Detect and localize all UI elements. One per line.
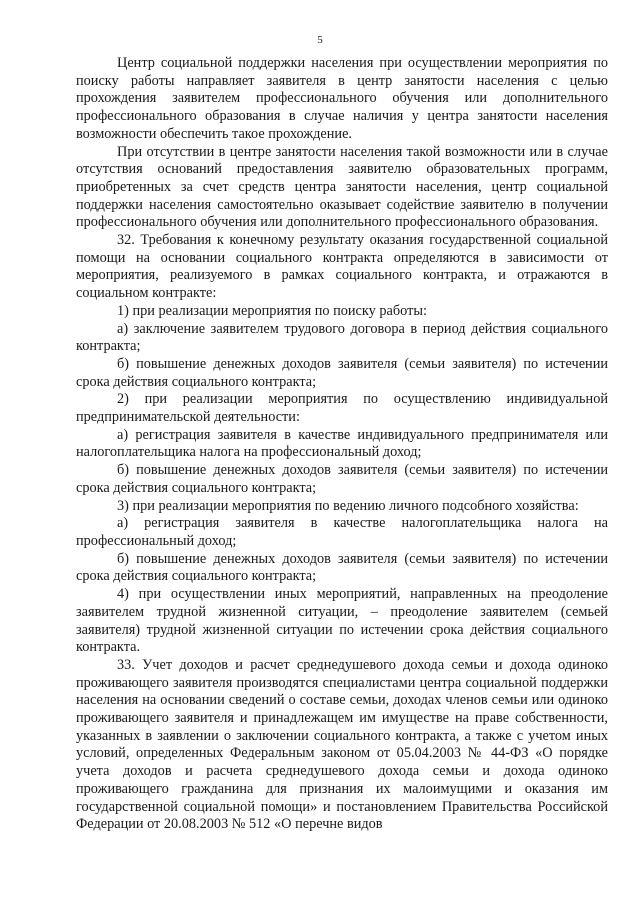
list-item-entrepreneurship: 2) при реализации мероприятия по осуществлению индивидуальной предпринимательской деятельности: (76, 391, 608, 426)
list-item-job-search: 1) при реализации мероприятия по поиску работы: (117, 302, 427, 319)
list-item-other-measures: 4) при осуществлении иных мероприятий, направленных на преодоление заявителем трудной жизненной ситуации, – преодоление заявителем (семьей заявителя) трудной жизненной ситуации по истечении срока действия социального контракта. (76, 586, 608, 656)
list-subitem-employment-contract: а) заключение заявителем трудового договора в период действия социального контракта; (76, 320, 608, 355)
list-subitem-income-increase: б) повышение денежных доходов заявителя (семьи заявителя) по истечении срока действия социального контракта; (76, 462, 608, 496)
paragraph-self-assistance: При отсутствии в центре занятости населения такой возможности или в случае отсутствия оснований предоставления заявителю образовательных программ, приобретенных за счет средств центра занятости населения, центр социальной поддержки населения самостоятельно оказывает содействие заявителю в получении профессионального обучения или дополнительного профессионального образования. (76, 143, 608, 231)
list-subitem-income-increase: б) повышение денежных доходов заявителя (семьи заявителя) по истечении срока действия социального контракта; (76, 550, 608, 585)
paragraph-clause-32: 32. Требования к конечному результату оказания государственной социальной помощи на основании социального контракта определяются в зависимости от мероприятия, реализуемого в рамках социального контракта, и отражаются в социальном контракте: (76, 232, 608, 302)
list-subitem-entrepreneur-registration: а) регистрация заявителя в качестве индивидуального предпринимателя или налогоплательщика налога на профессиональный доход; (76, 426, 608, 461)
paragraph-center-referral: Центр социальной поддержки населения при осуществлении мероприятия по поиску работы направляет заявителя в центр занятости населения с целью прохождения заявителем профессионального обучения или дополнительного профессионального образования в случае наличия у центра занятости населения возможности обеспечить такое прохождение. (76, 55, 608, 142)
page-number: 5 (317, 34, 323, 46)
list-subitem-taxpayer-registration: а) регистрация заявителя в качестве налогоплательщика налога на профессиональный доход; (76, 515, 608, 549)
paragraph-clause-33: 33. Учет доходов и расчет среднедушевого дохода семьи и дохода одиноко проживающего заявителя производятся специалистами центра социальной поддержки населения на основании сведений о составе семьи, доходах членов семьи или одиноко проживающего заявителя и принадлежащем им имуществе на праве собственности, указанных в заявлении о заключении социального контракта, а также с учетом иных условий, определенных Федеральным законом от 05.04.2003 № 44-ФЗ «О порядке учета доходов и расчета среднедушевого дохода семьи и дохода одиноко проживающего гражданина для признания их малоимущими и оказания им государственной социальной помощи» и постановлением Правительства Российской Федерации от 20.08.2003 № 512 «О перечне видов (76, 656, 608, 833)
list-item-personal-farming: 3) при реализации мероприятия по ведению личного подсобного хозяйства: (117, 497, 579, 514)
list-subitem-income-increase: б) повышение денежных доходов заявителя (семьи заявителя) по истечении срока действия социального контракта; (76, 355, 608, 390)
document-body (76, 55, 608, 834)
